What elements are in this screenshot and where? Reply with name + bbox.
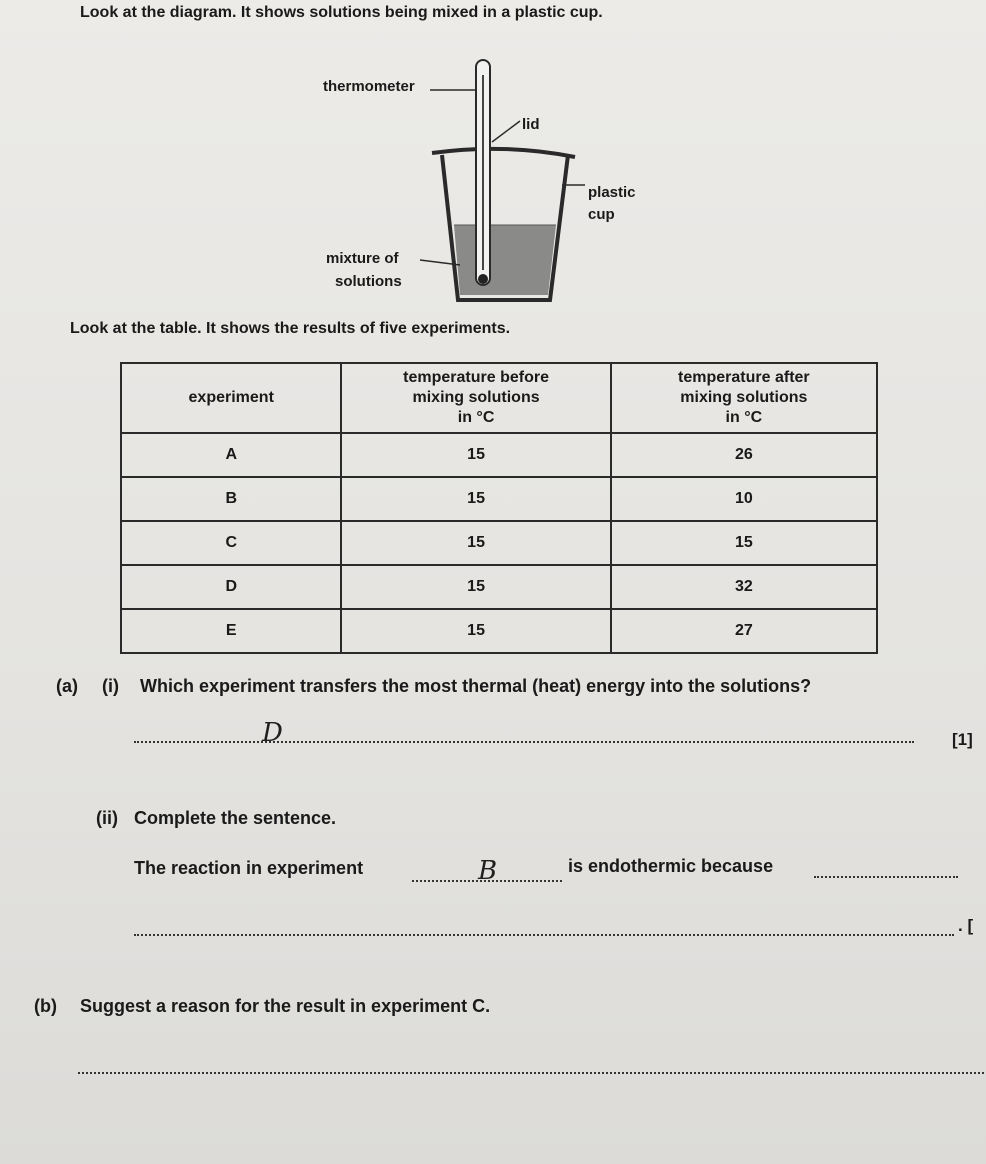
header-before-line2: mixing solutions bbox=[412, 389, 540, 406]
cell-before: 15 bbox=[341, 565, 610, 609]
label-mixture-of: mixture of bbox=[326, 250, 399, 267]
label-lid: lid bbox=[522, 116, 540, 133]
cell-before: 15 bbox=[341, 609, 610, 653]
handwritten-answer-a-ii: B bbox=[478, 856, 498, 886]
cell-experiment: D bbox=[121, 565, 341, 609]
header-after-line2: mixing solutions bbox=[680, 389, 808, 406]
question-b-label: (b) bbox=[34, 996, 57, 1016]
label-cup: cup bbox=[588, 206, 615, 223]
results-table bbox=[120, 362, 878, 654]
sentence-start: The reaction in experiment bbox=[134, 858, 364, 878]
question-a-ii-text: Complete the sentence. bbox=[134, 808, 337, 828]
header-before-line1: temperature before bbox=[403, 369, 549, 386]
table-row bbox=[121, 565, 877, 609]
label-solutions: solutions bbox=[335, 273, 402, 290]
header-experiment: experiment bbox=[121, 363, 341, 433]
question-a-i-label: (i) bbox=[102, 676, 119, 696]
mixture-liquid bbox=[454, 225, 556, 295]
table-row bbox=[121, 433, 877, 477]
lid-shape bbox=[432, 149, 575, 157]
cell-experiment: A bbox=[121, 433, 341, 477]
question-a-i-text: Which experiment transfers the most thermal (heat) energy into the solutions? bbox=[140, 676, 812, 696]
cell-before: 15 bbox=[341, 433, 610, 477]
answer-line-b[interactable] bbox=[78, 1072, 984, 1074]
label-plastic: plastic bbox=[588, 184, 636, 201]
table-row bbox=[121, 609, 877, 653]
answer-line-a-i[interactable] bbox=[134, 741, 914, 743]
header-after-line3: in °C bbox=[725, 409, 763, 426]
answer-line-a-ii-reason-2[interactable] bbox=[134, 934, 954, 936]
cell-after: 10 bbox=[611, 477, 877, 521]
cell-before: 15 bbox=[341, 521, 610, 565]
table-intro: Look at the table. It shows the results of five experiments. bbox=[70, 320, 511, 337]
header-after-line1: temperature after bbox=[678, 369, 810, 386]
sentence-mid: is endothermic because bbox=[568, 856, 774, 876]
marks-a-ii: . [ bbox=[958, 916, 974, 935]
marks-a-i: [1] bbox=[952, 730, 973, 749]
intro-text: Look at the diagram. It shows solutions being mixed in a plastic cup. bbox=[80, 4, 603, 21]
answer-line-a-ii-reason-1[interactable] bbox=[814, 876, 958, 878]
cell-after: 26 bbox=[611, 433, 877, 477]
header-temp-after bbox=[611, 363, 877, 433]
handwritten-answer-a-i: D bbox=[262, 718, 283, 748]
cup-diagram bbox=[420, 55, 590, 305]
header-temp-before bbox=[341, 363, 610, 433]
question-a-label: (a) bbox=[56, 676, 78, 696]
cell-experiment: B bbox=[121, 477, 341, 521]
cell-before: 15 bbox=[341, 477, 610, 521]
cell-experiment: C bbox=[121, 521, 341, 565]
table-header-row bbox=[121, 363, 877, 433]
question-a-ii-label: (ii) bbox=[96, 808, 118, 828]
cell-experiment: E bbox=[121, 609, 341, 653]
question-b-text: Suggest a reason for the result in experiment C. bbox=[80, 996, 491, 1016]
thermometer-bulb bbox=[478, 274, 488, 284]
table-row bbox=[121, 477, 877, 521]
label-thermometer: thermometer bbox=[323, 78, 415, 95]
table-row bbox=[121, 521, 877, 565]
cell-after: 15 bbox=[611, 521, 877, 565]
header-before-line3: in °C bbox=[457, 409, 495, 426]
cell-after: 32 bbox=[611, 565, 877, 609]
cell-after: 27 bbox=[611, 609, 877, 653]
